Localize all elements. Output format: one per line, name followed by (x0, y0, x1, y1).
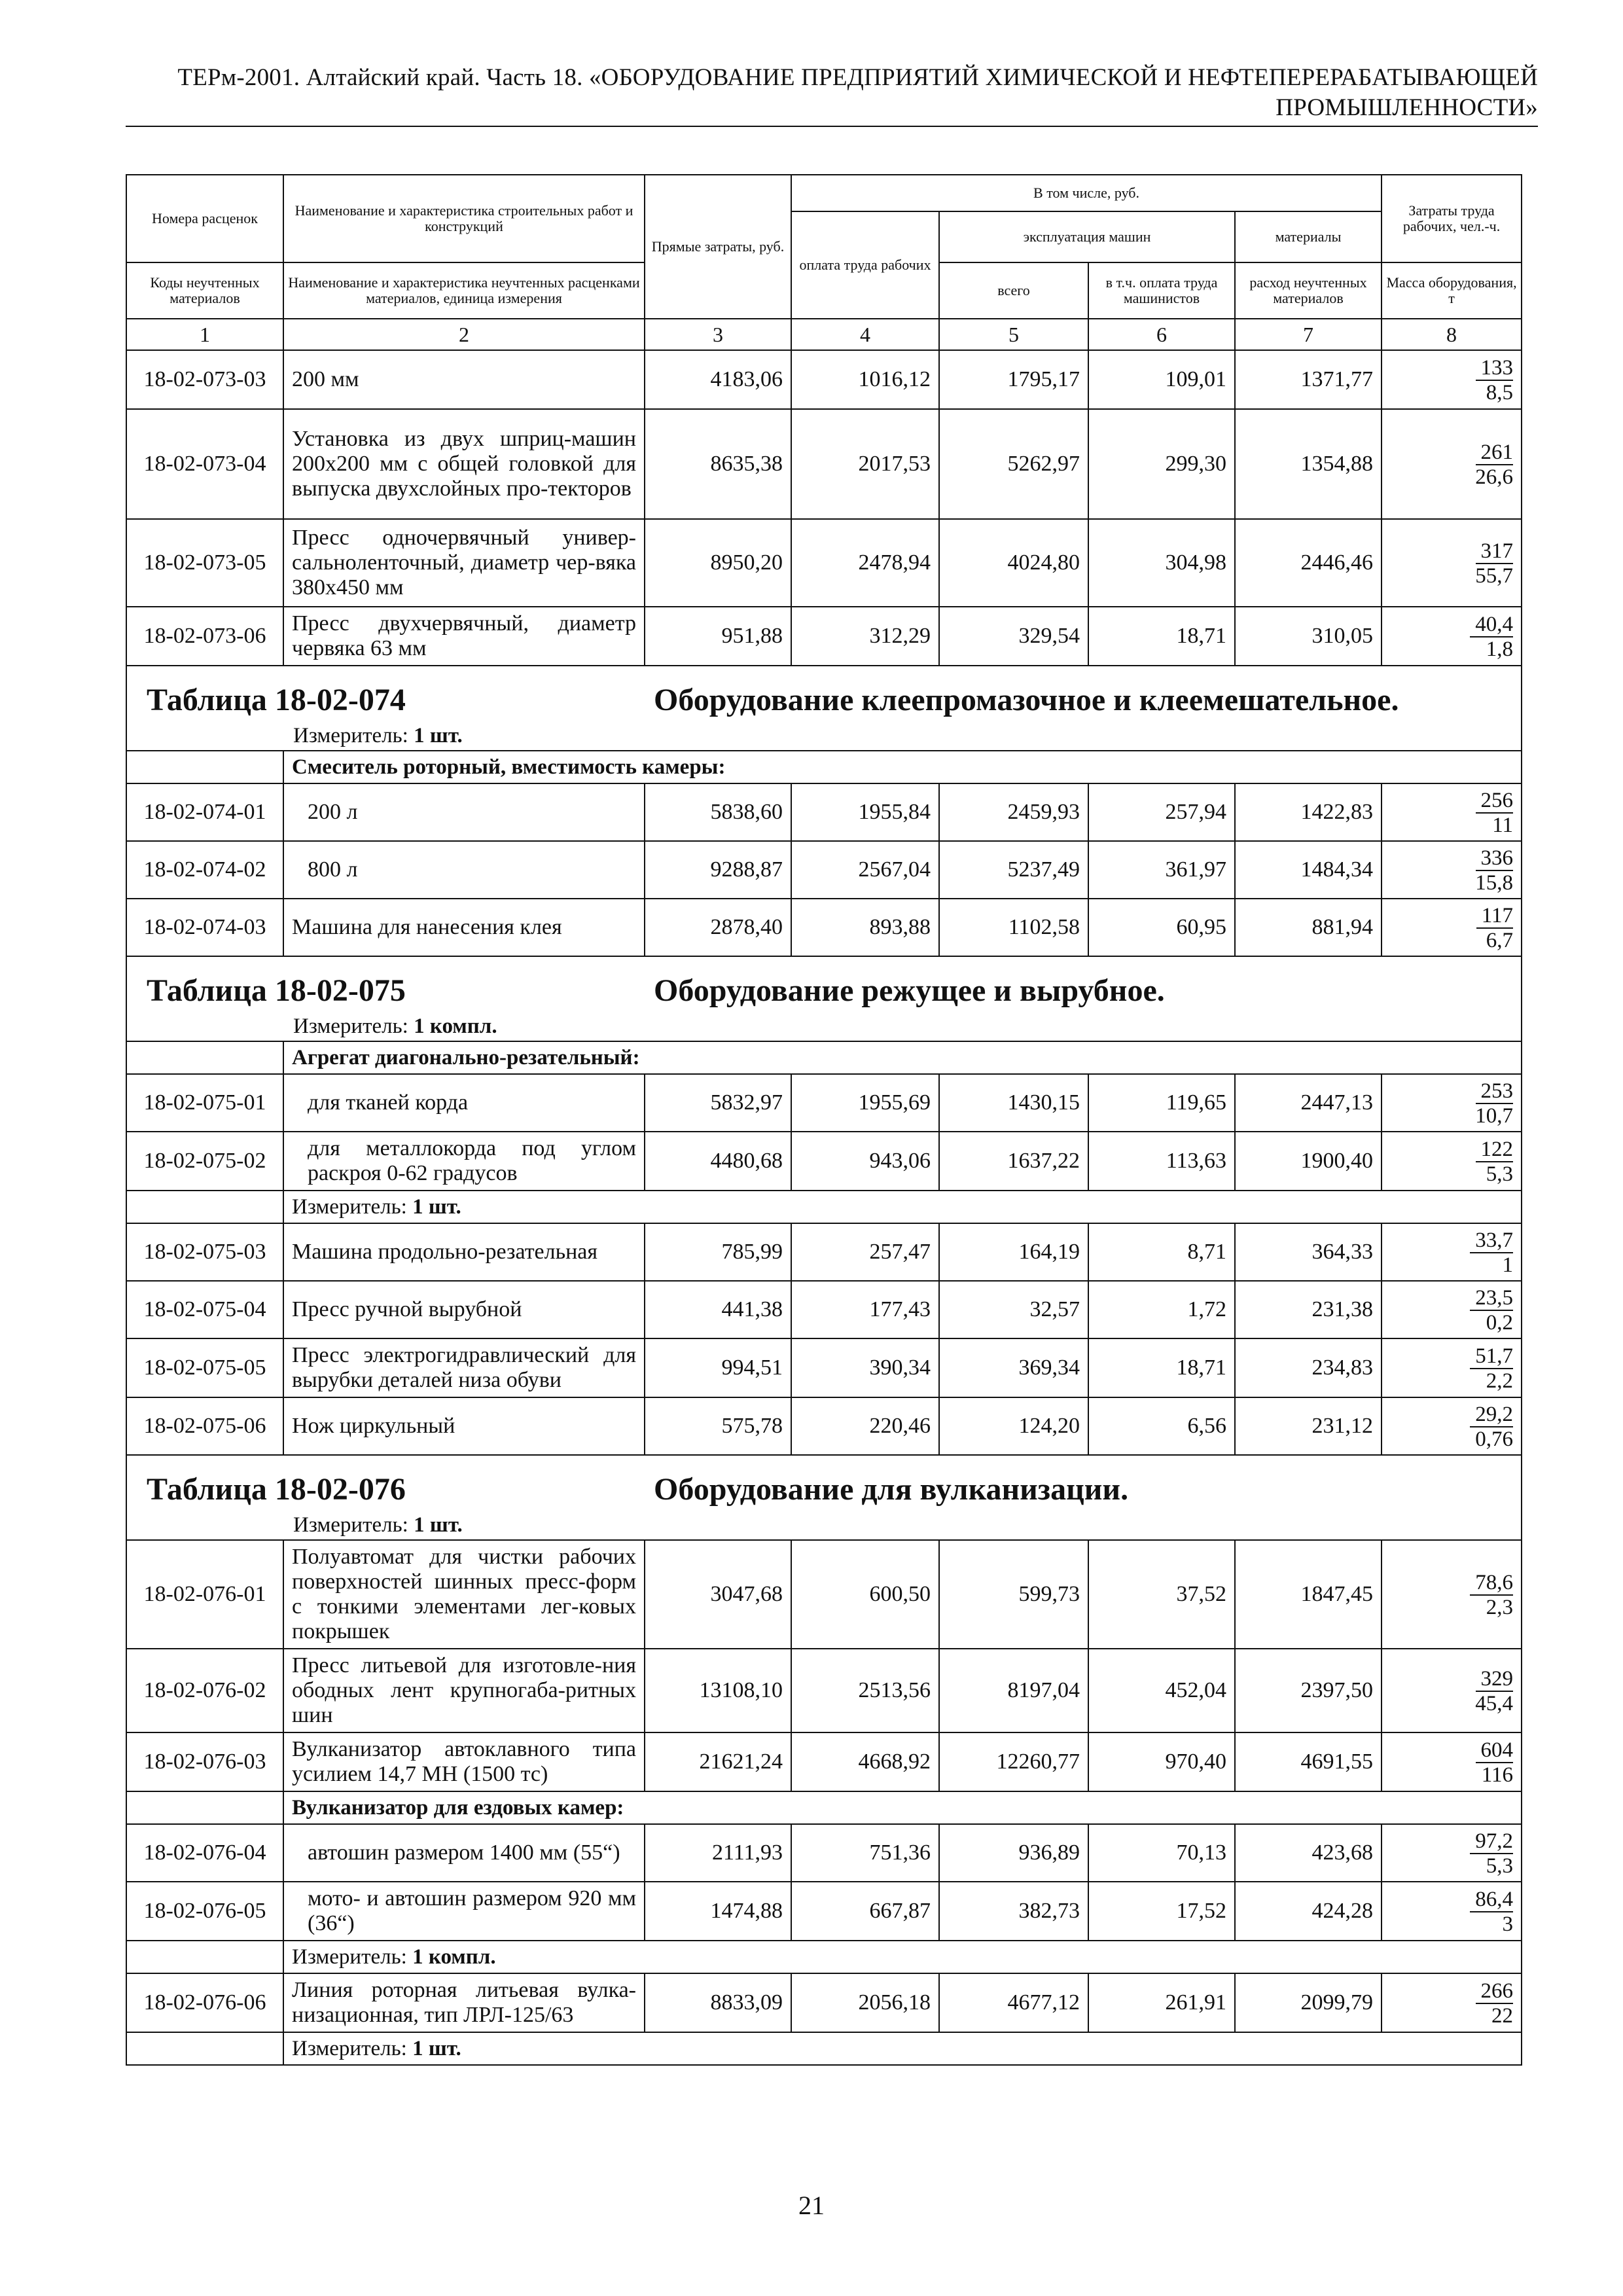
rate-code: 18-02-074-03 (126, 899, 283, 956)
worker-pay: 667,87 (791, 1882, 939, 1941)
group-heading-row (126, 751, 1522, 783)
materials-cost: 234,83 (1235, 1338, 1382, 1397)
labor-and-mass (1382, 1338, 1522, 1397)
worker-pay: 1016,12 (791, 350, 939, 409)
table-row (126, 1824, 1522, 1882)
rate-name: 800 л (283, 841, 645, 899)
rate-code: 18-02-075-01 (126, 1074, 283, 1132)
equipment-mass: 55,7 (1475, 564, 1514, 588)
measure-unit-value: 1 шт. (414, 1513, 463, 1537)
equipment-mass: 5,3 (1486, 1162, 1514, 1186)
operator-pay: 18,71 (1088, 607, 1235, 666)
group-heading: Вулканизатор для ездовых камер: (283, 1791, 1522, 1824)
operator-pay: 70,13 (1088, 1824, 1235, 1882)
rate-name: для металлокорда под углом раскроя 0-62 градусов (283, 1132, 645, 1191)
labor-hours: 86,4 (1470, 1888, 1513, 1912)
materials-cost: 1371,77 (1235, 350, 1382, 409)
labor-hours: 266 (1476, 1980, 1514, 2004)
labor-hours: 133 (1476, 357, 1514, 381)
rate-name: Пресс электрогидравлический для вырубки деталей низа обуви (283, 1338, 645, 1397)
machines-total: 12260,77 (939, 1732, 1088, 1791)
labor-and-mass (1382, 1732, 1522, 1791)
equipment-mass: 1,8 (1486, 637, 1514, 661)
rate-code: 18-02-075-04 (126, 1281, 283, 1338)
direct-costs: 1474,88 (645, 1882, 791, 1941)
materials-cost: 1484,34 (1235, 841, 1382, 899)
rate-name: Машина для нанесения клея (283, 899, 645, 956)
operator-pay: 17,52 (1088, 1882, 1235, 1941)
direct-costs: 951,88 (645, 607, 791, 666)
direct-costs: 4480,68 (645, 1132, 791, 1191)
table-row (126, 783, 1522, 841)
labor-and-mass (1382, 607, 1522, 666)
operator-pay: 113,63 (1088, 1132, 1235, 1191)
col-number: 7 (1235, 319, 1382, 350)
machines-total: 5237,49 (939, 841, 1088, 899)
machines-total: 936,89 (939, 1824, 1088, 1882)
measure-unit-row (126, 1941, 1522, 1973)
materials-cost: 231,12 (1235, 1397, 1382, 1455)
machines-total: 4024,80 (939, 519, 1088, 607)
direct-costs: 9288,87 (645, 841, 791, 899)
rate-code: 18-02-073-06 (126, 607, 283, 666)
table-row (126, 1732, 1522, 1791)
worker-pay: 2017,53 (791, 409, 939, 519)
rate-code: 18-02-074-01 (126, 783, 283, 841)
table-title-row-074 (126, 666, 1522, 721)
page-number: 21 (798, 2191, 825, 2220)
machines-total: 32,57 (939, 1281, 1088, 1338)
col-number: 4 (791, 319, 939, 350)
materials-cost: 1422,83 (1235, 783, 1382, 841)
rate-name: Пресс одночервячный универ-сальноленточный, диаметр чер-вяка 380х450 мм (283, 519, 645, 607)
operator-pay: 37,52 (1088, 1540, 1235, 1649)
machines-total: 599,73 (939, 1540, 1088, 1649)
labor-hours: 23,5 (1470, 1287, 1513, 1311)
measure-unit-row (126, 2032, 1522, 2065)
worker-pay: 943,06 (791, 1132, 939, 1191)
measure-unit-value: 1 шт. (412, 2036, 461, 2060)
materials-cost: 423,68 (1235, 1824, 1382, 1882)
rate-name: Установка из двух шприц-машин 200х200 мм с общей головкой для выпуска двухслойных про-текторов (283, 409, 645, 519)
rate-name: для тканей корда (283, 1074, 645, 1132)
table-title: Оборудование для вулканизации. (654, 1472, 1129, 1507)
direct-costs: 8833,09 (645, 1973, 791, 2032)
machines-total: 4677,12 (939, 1973, 1088, 2032)
materials-cost: 2099,79 (1235, 1973, 1382, 2032)
machines-total: 1795,17 (939, 350, 1088, 409)
table-row (126, 1281, 1522, 1338)
table-row (126, 1973, 1522, 2032)
direct-costs: 441,38 (645, 1281, 791, 1338)
measure-unit-value: 1 шт. (414, 723, 463, 747)
equipment-mass: 116 (1481, 1763, 1514, 1787)
price-table (126, 174, 1522, 2066)
labor-and-mass (1382, 1074, 1522, 1132)
head-machines-total: всего (939, 262, 1088, 319)
rate-code: 18-02-076-05 (126, 1882, 283, 1941)
labor-and-mass (1382, 1132, 1522, 1191)
table-number: Таблица 18-02-076 (147, 1472, 406, 1507)
labor-and-mass (1382, 1397, 1522, 1455)
labor-hours: 29,2 (1470, 1403, 1513, 1427)
labor-hours: 256 (1476, 789, 1514, 814)
measure-unit-label: Измеритель: (292, 1194, 407, 1219)
materials-cost: 1847,45 (1235, 1540, 1382, 1649)
measure-unit-value: 1 компл. (414, 1014, 497, 1038)
rate-code: 18-02-073-03 (126, 350, 283, 409)
col-number: 5 (939, 319, 1088, 350)
table-title-row-075 (126, 956, 1522, 1012)
head-rate-number: Номера расценок (126, 175, 283, 262)
measure-unit-row (126, 1191, 1522, 1223)
labor-hours: 40,4 (1470, 613, 1513, 637)
operator-pay: 6,56 (1088, 1397, 1235, 1455)
rate-code: 18-02-076-01 (126, 1540, 283, 1649)
head-in-total: В том числе, руб. (791, 175, 1382, 211)
labor-hours: 33,7 (1470, 1229, 1513, 1253)
operator-pay: 261,91 (1088, 1973, 1235, 2032)
operator-pay: 18,71 (1088, 1338, 1235, 1397)
measure-unit-label: Измеритель: (292, 1945, 407, 1969)
labor-hours: 317 (1476, 540, 1514, 564)
table-row (126, 899, 1522, 956)
direct-costs: 5832,97 (645, 1074, 791, 1132)
worker-pay: 1955,69 (791, 1074, 939, 1132)
equipment-mass: 26,6 (1475, 465, 1514, 489)
group-heading-row (126, 1791, 1522, 1824)
equipment-mass: 2,3 (1486, 1596, 1514, 1619)
head-material-codes: Коды неучтенных материалов (126, 262, 283, 319)
machines-total: 124,20 (939, 1397, 1088, 1455)
head-work-name: Наименование и характеристика строительных работ и конструкций (283, 175, 645, 262)
table-row (126, 1649, 1522, 1732)
direct-costs: 785,99 (645, 1223, 791, 1281)
machines-total: 2459,93 (939, 783, 1088, 841)
rate-name: Пресс литьевой для изготовле-ния ободных лент крупногаба-ритных шин (283, 1649, 645, 1732)
equipment-mass: 1 (1502, 1253, 1514, 1277)
materials-cost: 364,33 (1235, 1223, 1382, 1281)
labor-hours: 329 (1476, 1668, 1514, 1692)
equipment-mass: 15,8 (1475, 871, 1514, 895)
head-labor-hours: Затраты труда рабочих, чел.-ч. (1382, 175, 1522, 262)
labor-and-mass (1382, 409, 1522, 519)
direct-costs: 2111,93 (645, 1824, 791, 1882)
rate-name: Вулканизатор автоклавного типа усилием 14,7 МН (1500 тс) (283, 1732, 645, 1791)
worker-pay: 177,43 (791, 1281, 939, 1338)
operator-pay: 257,94 (1088, 783, 1235, 841)
table-row (126, 409, 1522, 519)
table-title-row-076 (126, 1455, 1522, 1511)
measure-unit-label: Измеритель: (293, 1513, 408, 1537)
group-heading-row (126, 1041, 1522, 1074)
direct-costs: 8950,20 (645, 519, 791, 607)
machines-total: 164,19 (939, 1223, 1088, 1281)
equipment-mass: 3 (1502, 1912, 1514, 1936)
labor-and-mass (1382, 350, 1522, 409)
operator-pay: 109,01 (1088, 350, 1235, 409)
measure-unit-label: Измеритель: (293, 723, 408, 747)
operator-pay: 361,97 (1088, 841, 1235, 899)
worker-pay: 390,34 (791, 1338, 939, 1397)
worker-pay: 220,46 (791, 1397, 939, 1455)
rate-name: Линия роторная литьевая вулка-низационная, тип ЛРЛ-125/63 (283, 1973, 645, 2032)
table-row (126, 1397, 1522, 1455)
table-row (126, 607, 1522, 666)
table-row (126, 1882, 1522, 1941)
rate-code: 18-02-075-06 (126, 1397, 283, 1455)
table-row (126, 1074, 1522, 1132)
machines-total: 5262,97 (939, 409, 1088, 519)
worker-pay: 2478,94 (791, 519, 939, 607)
direct-costs: 2878,40 (645, 899, 791, 956)
table-row (126, 519, 1522, 607)
equipment-mass: 6,7 (1486, 929, 1514, 952)
worker-pay: 2567,04 (791, 841, 939, 899)
head-operator-pay: в т.ч. оплата труда машинистов (1088, 262, 1235, 319)
equipment-mass: 0,76 (1475, 1427, 1514, 1451)
equipment-mass: 22 (1491, 2004, 1514, 2028)
header-rule (126, 126, 1538, 127)
rate-name: 200 мм (283, 350, 645, 409)
materials-cost: 1900,40 (1235, 1132, 1382, 1191)
operator-pay: 299,30 (1088, 409, 1235, 519)
materials-cost: 310,05 (1235, 607, 1382, 666)
table-row (126, 841, 1522, 899)
labor-hours: 117 (1476, 905, 1513, 929)
head-machines: эксплуатация машин (939, 211, 1235, 262)
equipment-mass: 10,7 (1475, 1104, 1514, 1128)
table-row (126, 1223, 1522, 1281)
worker-pay: 2056,18 (791, 1973, 939, 2032)
price-table-sheet (126, 174, 1521, 2066)
col-number: 6 (1088, 319, 1235, 350)
direct-costs: 21621,24 (645, 1732, 791, 1791)
head-worker-pay: оплата труда рабочих (791, 211, 939, 319)
direct-costs: 8635,38 (645, 409, 791, 519)
worker-pay: 257,47 (791, 1223, 939, 1281)
materials-cost: 1354,88 (1235, 409, 1382, 519)
worker-pay: 893,88 (791, 899, 939, 956)
measure-unit-label: Измеритель: (293, 1014, 408, 1038)
labor-and-mass (1382, 1223, 1522, 1281)
direct-costs: 4183,06 (645, 350, 791, 409)
worker-pay: 2513,56 (791, 1649, 939, 1732)
labor-and-mass (1382, 841, 1522, 899)
rate-code: 18-02-076-02 (126, 1649, 283, 1732)
machines-total: 8197,04 (939, 1649, 1088, 1732)
operator-pay: 60,95 (1088, 899, 1235, 956)
table-row (126, 350, 1522, 409)
materials-cost: 881,94 (1235, 899, 1382, 956)
materials-cost: 2447,13 (1235, 1074, 1382, 1132)
worker-pay: 600,50 (791, 1540, 939, 1649)
head-unaccounted-materials: расход неучтенных материалов (1235, 262, 1382, 319)
operator-pay: 304,98 (1088, 519, 1235, 607)
worker-pay: 751,36 (791, 1824, 939, 1882)
machines-total: 1430,15 (939, 1074, 1088, 1132)
direct-costs: 994,51 (645, 1338, 791, 1397)
measure-unit-value: 1 шт. (412, 1194, 461, 1219)
col-number: 3 (645, 319, 791, 350)
equipment-mass: 45,4 (1475, 1692, 1514, 1715)
labor-and-mass (1382, 783, 1522, 841)
rate-code: 18-02-076-03 (126, 1732, 283, 1791)
materials-cost: 2397,50 (1235, 1649, 1382, 1732)
labor-and-mass (1382, 1824, 1522, 1882)
machines-total: 1102,58 (939, 899, 1088, 956)
table-number: Таблица 18-02-074 (147, 683, 406, 717)
rate-name: автошин размером 1400 мм (55“) (283, 1824, 645, 1882)
machines-total: 1637,22 (939, 1132, 1088, 1191)
rate-name: Машина продольно-резательная (283, 1223, 645, 1281)
labor-and-mass (1382, 1540, 1522, 1649)
operator-pay: 452,04 (1088, 1649, 1235, 1732)
table-row (126, 1540, 1522, 1649)
direct-costs: 5838,60 (645, 783, 791, 841)
materials-cost: 2446,46 (1235, 519, 1382, 607)
group-heading: Агрегат диагонально-резательный: (283, 1041, 1522, 1074)
operator-pay: 1,72 (1088, 1281, 1235, 1338)
operator-pay: 119,65 (1088, 1074, 1235, 1132)
operator-pay: 970,40 (1088, 1732, 1235, 1791)
labor-hours: 604 (1476, 1739, 1514, 1763)
measure-unit-row (126, 1511, 1522, 1540)
machines-total: 329,54 (939, 607, 1088, 666)
rate-name: Полуавтомат для чистки рабочих поверхностей шинных пресс-форм с тонкими элементами лег-ковых покрышек (283, 1540, 645, 1649)
labor-hours: 253 (1476, 1080, 1514, 1104)
rate-name: 200 л (283, 783, 645, 841)
measure-unit-label: Измеритель: (292, 2036, 407, 2060)
rate-code: 18-02-075-03 (126, 1223, 283, 1281)
rate-code: 18-02-073-05 (126, 519, 283, 607)
rate-code: 18-02-073-04 (126, 409, 283, 519)
equipment-mass: 5,3 (1486, 1854, 1514, 1878)
head-material-names: Наименование и характеристика неучтенных расценками материалов, единица измерения (283, 262, 645, 319)
rate-code: 18-02-074-02 (126, 841, 283, 899)
machines-total: 369,34 (939, 1338, 1088, 1397)
rate-code: 18-02-076-04 (126, 1824, 283, 1882)
head-direct-costs: Прямые затраты, руб. (645, 175, 791, 319)
worker-pay: 1955,84 (791, 783, 939, 841)
equipment-mass: 0,2 (1486, 1311, 1514, 1335)
worker-pay: 312,29 (791, 607, 939, 666)
labor-hours: 78,6 (1470, 1571, 1513, 1596)
labor-hours: 51,7 (1470, 1345, 1513, 1369)
labor-and-mass (1382, 899, 1522, 956)
header-line-2: ПРОМЫШЛЕННОСТИ» (1275, 94, 1538, 121)
labor-and-mass (1382, 1882, 1522, 1941)
header-line-1: ТЕРм-2001. Алтайский край. Часть 18. «ОБОРУДОВАНИЕ ПРЕДПРИЯТИЙ ХИМИЧЕСКОЙ И НЕФТЕПЕРЕРАБАТЫВАЮЩЕЙ (177, 64, 1538, 91)
labor-and-mass (1382, 1281, 1522, 1338)
table-row (126, 1132, 1522, 1191)
rate-code: 18-02-075-02 (126, 1132, 283, 1191)
head-materials: материалы (1235, 211, 1382, 262)
materials-cost: 231,38 (1235, 1281, 1382, 1338)
labor-and-mass (1382, 1649, 1522, 1732)
labor-hours: 261 (1476, 441, 1514, 465)
rate-name: мото- и автошин размером 920 мм (36“) (283, 1882, 645, 1941)
table-title: Оборудование клеепромазочное и клеемешательное. (654, 683, 1399, 717)
equipment-mass: 8,5 (1486, 381, 1514, 404)
table-number: Таблица 18-02-075 (147, 973, 406, 1008)
operator-pay: 8,71 (1088, 1223, 1235, 1281)
rate-name: Нож циркульный (283, 1397, 645, 1455)
col-number: 2 (283, 319, 645, 350)
equipment-mass: 11 (1492, 814, 1514, 837)
equipment-mass: 2,2 (1486, 1369, 1514, 1393)
direct-costs: 13108,10 (645, 1649, 791, 1732)
rate-code: 18-02-075-05 (126, 1338, 283, 1397)
machines-total: 382,73 (939, 1882, 1088, 1941)
direct-costs: 575,78 (645, 1397, 791, 1455)
measure-unit-value: 1 компл. (412, 1945, 496, 1969)
column-numbers-row (126, 319, 1522, 350)
rate-code: 18-02-076-06 (126, 1973, 283, 2032)
materials-cost: 4691,55 (1235, 1732, 1382, 1791)
labor-and-mass (1382, 519, 1522, 607)
group-heading: Смеситель роторный, вместимость камеры: (283, 751, 1522, 783)
table-row (126, 1338, 1522, 1397)
measure-unit-row (126, 721, 1522, 751)
rate-name: Пресс ручной вырубной (283, 1281, 645, 1338)
labor-hours: 97,2 (1470, 1830, 1513, 1854)
table-title: Оборудование режущее и вырубное. (654, 973, 1165, 1008)
materials-cost: 424,28 (1235, 1882, 1382, 1941)
labor-hours: 336 (1476, 847, 1514, 871)
head-equipment-mass: Масса оборудования, т (1382, 262, 1522, 319)
running-header (126, 63, 1538, 123)
direct-costs: 3047,68 (645, 1540, 791, 1649)
col-number: 8 (1382, 319, 1522, 350)
worker-pay: 4668,92 (791, 1732, 939, 1791)
rate-name: Пресс двухчервячный, диаметр червяка 63 мм (283, 607, 645, 666)
measure-unit-row (126, 1012, 1522, 1041)
col-number: 1 (126, 319, 283, 350)
labor-hours: 122 (1476, 1138, 1514, 1162)
labor-and-mass (1382, 1973, 1522, 2032)
